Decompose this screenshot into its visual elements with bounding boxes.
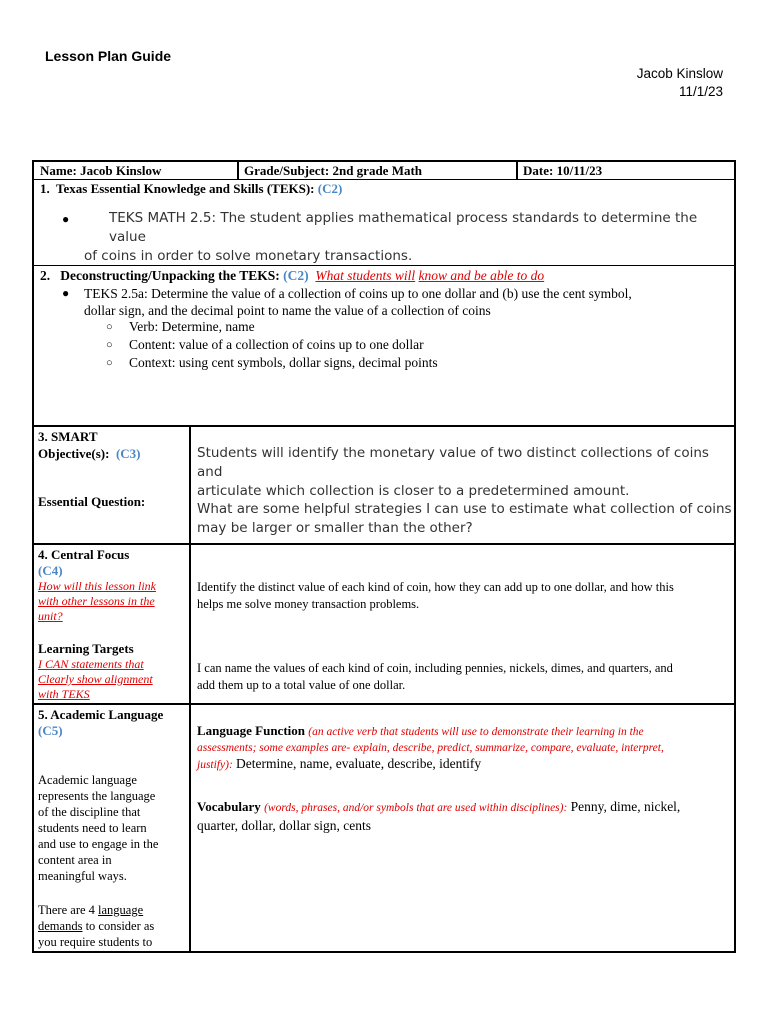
author-name: Jacob Kinslow <box>636 66 723 81</box>
section-teks <box>34 180 734 265</box>
central-focus-code: (C4) <box>38 563 63 578</box>
learning-target-text: I can name the values of each kind of coin, including pennies, nickels, dimes, and quarters, and add them up to a total value of one dollar. <box>197 661 673 692</box>
bullet-icon: ● <box>62 212 70 226</box>
academic-language-label: 5. Academic Language <box>38 707 164 722</box>
date-label: Date: <box>523 163 554 178</box>
unpacking-content: Content: value of a collection of coins up to one dollar <box>129 337 424 352</box>
unpacking-heading: 2. Deconstructing/Unpacking the TEKS: (C2) What students will know and be able to do <box>40 268 545 283</box>
smart-label: 3. SMART Objective(s): (C3) <box>38 429 141 461</box>
name-label: Name: <box>40 163 77 178</box>
name-value: Jacob Kinslow <box>80 163 162 178</box>
author-date: 11/1/23 <box>678 84 723 99</box>
date-value: 10/11/23 <box>556 163 603 178</box>
section-central-focus <box>34 545 734 703</box>
info-row <box>34 162 734 179</box>
learning-targets-label: Learning Targets <box>38 641 134 656</box>
learning-targets-note: I CAN statements that Clearly show alignment with TEKS <box>38 657 153 701</box>
teks-bullet: TEKS MATH 2.5: The student applies mathematical process standards to determine the value of coins in order to solve monetary transactions. <box>84 210 698 264</box>
author-block <box>637 65 723 101</box>
grade-label: Grade/Subject: <box>244 163 330 178</box>
bullet-icon: ● <box>62 286 70 300</box>
academic-language-description: Academic language represents the language of the discipline that students need to learn and use to engage in the content area in meaningful ways. <box>38 773 159 883</box>
unpacking-bullet: TEKS 2.5a: Determine the value of a collection of coins up to one dollar and (b) use the cent symbol, dollar sign, and the decimal point to name the value of a collection of coins <box>84 286 632 318</box>
lesson-plan-table <box>32 160 736 953</box>
vocabulary-value: quarter, dollar, dollar sign, cents <box>197 818 371 833</box>
unpacking-note: What students will know and be able to do <box>315 268 545 283</box>
academic-language-code: (C5) <box>38 723 63 738</box>
vocabulary: Vocabulary (words, phrases, and/or symbols that are used within disciplines): Penny, dime, nickel, quarter, dollar, dollar sign, cents <box>197 798 727 835</box>
circle-bullet-icon: ○ <box>106 357 113 369</box>
unpacking-context: Context: using cent symbols, dollar signs, decimal points <box>129 355 438 370</box>
section-smart <box>34 427 734 543</box>
language-demands-text: There are 4 language demands to consider as you require students to <box>38 903 155 949</box>
circle-bullet-icon: ○ <box>106 321 113 333</box>
section-unpacking <box>34 266 734 426</box>
grade-field <box>244 163 422 179</box>
language-function: Language Function (an active verb that students will use to demonstrate their learning in the assessments; some examples are- explain, describe, predict, summarize, compare, evaluate, interpret, justify): Determine, name, evaluate, describe, identify <box>197 723 664 771</box>
unpacking-code: (C2) <box>283 268 309 283</box>
unpacking-verb: Verb: Determine, name <box>129 319 255 334</box>
smart-code: (C3) <box>115 446 141 461</box>
language-function-value: Determine, name, evaluate, describe, identify <box>236 756 482 771</box>
essential-question-label: Essential Question: <box>38 494 146 509</box>
language-function-label: Language Function <box>197 723 305 738</box>
vocabulary-label: Vocabulary <box>197 799 261 814</box>
section-academic-language <box>34 705 734 953</box>
circle-bullet-icon: ○ <box>106 339 113 351</box>
central-focus-label: 4. Central Focus <box>38 547 130 562</box>
document-title: Lesson Plan Guide <box>45 48 172 64</box>
date-field <box>523 163 602 179</box>
teks-heading: 1. Texas Essential Knowledge and Skills (TEKS): (C2) <box>40 181 343 196</box>
central-focus-text: Identify the distinct value of each kind of coin, how they can add up to one dollar, and how this helps me solve money transaction problems. <box>197 580 674 611</box>
central-focus-note: How will this lesson link with other lessons in the unit? <box>38 579 157 623</box>
smart-objective: Students will identify the monetary value of two distinct collections of coins and articulate which collection is closer to a predetermined amount. <box>197 445 709 499</box>
essential-question: What are some helpful strategies I can use to estimate what collection of coins may be larger or smaller than the other? <box>197 501 732 536</box>
name-field <box>40 163 161 179</box>
teks-code: (C2) <box>317 181 343 196</box>
grade-value: 2nd grade Math <box>332 163 423 178</box>
